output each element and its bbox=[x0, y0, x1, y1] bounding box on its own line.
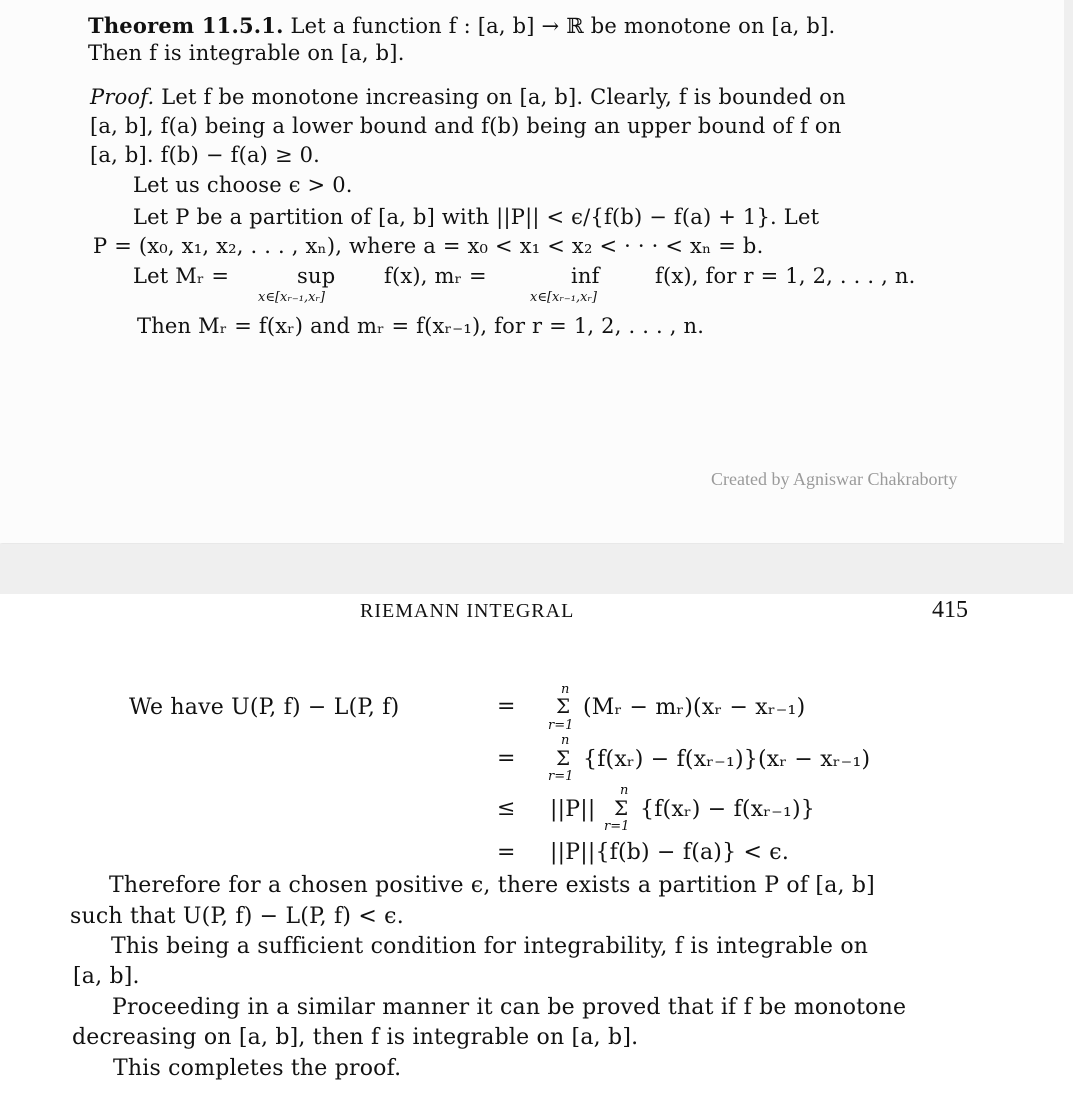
equation-lhs: We have U(P, f) − L(P, f) bbox=[129, 695, 400, 720]
equation-relation-4: = bbox=[497, 840, 516, 865]
proof-line-7c: f(x), for r = 1, 2, . . . , n. bbox=[655, 264, 916, 288]
proof-line-3: [a, b]. f(b) − f(a) ≥ 0. bbox=[90, 143, 321, 167]
proof-line-4: Let us choose ϵ > 0. bbox=[133, 173, 353, 197]
proof-line-8: Then Mᵣ = f(xᵣ) and mᵣ = f(xᵣ₋₁), for r = 1, 2, . . . , n. bbox=[137, 314, 705, 338]
paragraph-3-line-1: Proceeding in a similar manner it can be proved that if f be monotone bbox=[112, 995, 907, 1020]
sum-lower-1: r=1 bbox=[548, 718, 574, 733]
equation-rhs-3-prefix: ||P|| bbox=[550, 797, 596, 822]
top-page-panel bbox=[0, 0, 1064, 543]
equation-rhs-2: {f(xᵣ) − f(xᵣ₋₁)}(xᵣ − xᵣ₋₁) bbox=[583, 747, 871, 772]
equation-relation-1: = bbox=[497, 694, 516, 719]
proof-line-2: [a, b], f(a) being a lower bound and f(b) being an upper bound of f on bbox=[90, 114, 842, 138]
proof-text-1: Let f be monotone increasing on [a, b]. Clearly, f is bounded on bbox=[161, 85, 846, 109]
paragraph-2-line-2: [a, b]. bbox=[73, 964, 140, 989]
paragraph-4-line-1: This completes the proof. bbox=[113, 1056, 402, 1081]
sum-upper-2: n bbox=[561, 733, 570, 748]
paragraph-2-line-1: This being a sufficient condition for integrability, f is integrable on bbox=[111, 934, 869, 959]
sigma-3: Σ bbox=[614, 796, 629, 820]
inf-subscript: x∈[xᵣ₋₁,xᵣ] bbox=[530, 290, 597, 305]
paragraph-1-line-2: such that U(P, f) − L(P, f) < ϵ. bbox=[70, 904, 404, 929]
right-edge-strip bbox=[1064, 0, 1073, 544]
sigma-1: Σ bbox=[556, 694, 571, 718]
sigma-2: Σ bbox=[556, 746, 571, 770]
paragraph-1-line-1: Therefore for a chosen positive ϵ, there exists a partition P of [a, b] bbox=[109, 873, 875, 898]
theorem-statement-line-1 bbox=[88, 13, 835, 38]
sum-lower-3: r=1 bbox=[604, 819, 630, 834]
equation-rhs-3: {f(xᵣ) − f(xᵣ₋₁)} bbox=[640, 797, 815, 822]
proof-line-7a: Let Mᵣ = bbox=[133, 264, 230, 288]
inf-operator: inf bbox=[571, 264, 600, 288]
equation-rhs-4: ||P||{f(b) − f(a)} < ϵ. bbox=[550, 840, 790, 865]
watermark: Created by Agniswar Chakraborty bbox=[711, 469, 958, 489]
equation-relation-2: = bbox=[497, 746, 516, 771]
equation-rhs-1: (Mᵣ − mᵣ)(xᵣ − xᵣ₋₁) bbox=[583, 695, 806, 720]
running-head: RIEMANN INTEGRAL bbox=[360, 600, 575, 622]
proof-line-1 bbox=[90, 85, 846, 109]
theorem-text-1: Let a function f : [a, b] → ℝ be monotone on [a, b]. bbox=[290, 14, 836, 38]
sum-upper-3: n bbox=[620, 783, 629, 798]
proof-line-7b: f(x), mᵣ = bbox=[384, 264, 487, 288]
proof-label: Proof. bbox=[90, 85, 155, 109]
sum-upper-1: n bbox=[561, 682, 570, 697]
sum-lower-2: r=1 bbox=[548, 769, 574, 784]
page-number: 415 bbox=[932, 597, 968, 623]
proof-line-6: P = (x₀, x₁, x₂, . . . , xₙ), where a = x₀ < x₁ < x₂ < · · · < xₙ = b. bbox=[93, 234, 764, 258]
sup-subscript: x∈[xᵣ₋₁,xᵣ] bbox=[258, 290, 325, 305]
paragraph-3-line-2: decreasing on [a, b], then f is integrable on [a, b]. bbox=[72, 1025, 639, 1050]
proof-line-5: Let P be a partition of [a, b] with ||P|| < ϵ/{f(b) − f(a) + 1}. Let bbox=[133, 205, 820, 229]
theorem-statement-line-2: Then f is integrable on [a, b]. bbox=[88, 41, 405, 65]
theorem-heading: Theorem 11.5.1. bbox=[88, 13, 284, 38]
equation-relation-3: ≤ bbox=[497, 796, 516, 821]
page-gap bbox=[0, 544, 1073, 594]
sup-operator: sup bbox=[297, 264, 336, 288]
